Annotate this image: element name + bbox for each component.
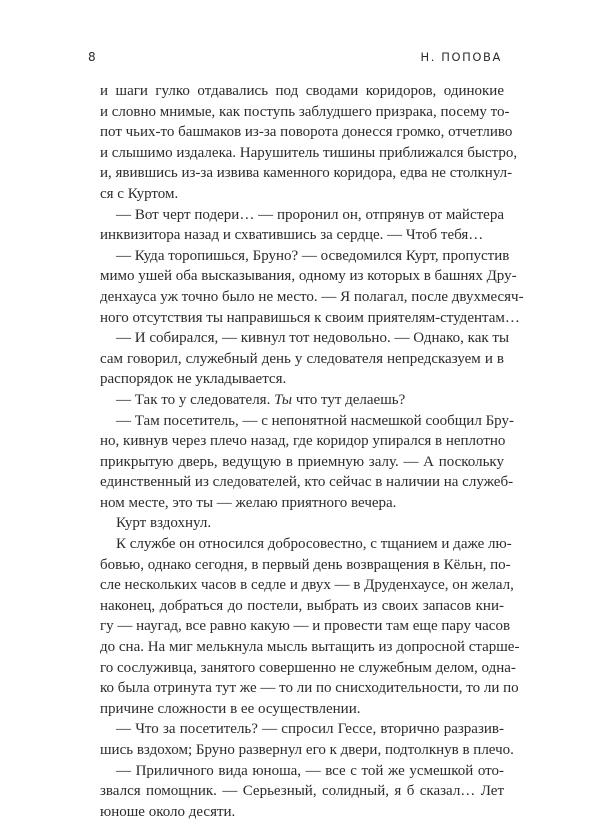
text-line: ся с Куртом. [100, 185, 179, 202]
text-line: ного отсутствия ты направишься к своим приятелям-студентам… [100, 309, 520, 326]
text-line: бовью, однако сегодня, в первый день возвращения в Кёльн, по- [100, 556, 511, 573]
text-segment: — Так то у следователя. [116, 391, 275, 408]
italic-text-segment: Ты [274, 391, 293, 408]
text-line: единственный из следователей, кто сейчас в наличии на служеб- [100, 474, 514, 491]
text-line: денхауса уж точно было не место. — Я полагал, после двухмесяч- [100, 288, 524, 305]
text-line: гу — наугад, все равно какую — и провести там еще пару часов [100, 618, 511, 635]
text-line [100, 390, 504, 411]
text-line: и шаги гулко отдавались под сводами коридоров, одинокие [100, 83, 504, 99]
text-segment: что тут делаешь? [292, 391, 406, 408]
text-line: и слышимо издалека. Нарушитель тишины приближался быстро, [100, 144, 518, 161]
text-line: юноше около десяти. [100, 803, 236, 820]
text-line: — Приличного вида юноша, — все с той же усмешкой ото- [116, 762, 504, 779]
text-line: мимо ушей оба высказывания, одному из которых в башнях Дру- [100, 268, 517, 285]
text-line: наконец, добраться до постели, выбрать из своих запасов кни- [100, 597, 504, 614]
text-line: — И собирался, — кивнул тот недовольно. — Однако, как ты [116, 330, 510, 347]
page-header [88, 50, 502, 70]
text-line: инквизитора назад и схватившись за сердце. — Чтоб тебя… [100, 227, 484, 244]
text-line: сам говорил, служебный день у следователя непредсказуем и в [100, 350, 504, 367]
text-line: распорядок не укладывается. [100, 371, 287, 388]
text-line: К службе он относился добросовестно, с тщанием и даже лю- [116, 536, 512, 553]
text-line: — Вот черт подери… — проронил он, отпрянув от майстера [116, 206, 504, 223]
text-line: до сна. На миг мелькнула мысль вытащить из допросной старше- [100, 639, 520, 656]
text-line: — Там посетитель, — с непонятной насмешкой сообщил Бру- [116, 412, 514, 429]
text-line: шись вздохом; Бруно развернул его к двери, подтолкнув в плечо. [100, 742, 514, 758]
text-line: го сослуживца, занятого совершенно не служебным делом, одна- [100, 659, 516, 676]
page-number: 8 [88, 50, 96, 64]
text-line: ко была отринута тут же — то ли по снисходительности, то ли по [100, 680, 519, 697]
text-line: причине сложности в ее осуществлении. [100, 700, 361, 717]
text-line: пот чьих-то башмаков из-за поворота донесся громко, отчетливо [100, 124, 513, 141]
text-line: прикрытую дверь, ведущую в приемную залу. — А поскольку [100, 453, 504, 470]
text-line: — Что за посетитель? — спросил Гессе, вторично разразив- [116, 721, 504, 738]
text-line: Курт вздохнул. [116, 515, 212, 532]
text-line: и, явившись из-за извива каменного коридора, едва не столкнул- [100, 165, 513, 182]
text-line: ном месте, это ты — желаю приятного вечера. [100, 494, 397, 511]
text-line: — Куда торопишься, Бруно? — осведомился Курт, пропустив [116, 247, 510, 264]
text-line: сле нескольких часов в седле и двух — в Друденхаусе, он желал, [100, 577, 514, 594]
text-line: и словно мнимые, как поступь заблудшего призрака, посему то- [100, 103, 510, 120]
body-text [100, 81, 524, 822]
text-line: звался помощник. — Серьезный, солидный, я б сказал… Лет [100, 783, 504, 800]
running-head-author: Н. ПОПОВА [420, 50, 502, 64]
text-line: но, кивнув через плечо назад, где коридор упирался в неплотно [100, 433, 506, 450]
